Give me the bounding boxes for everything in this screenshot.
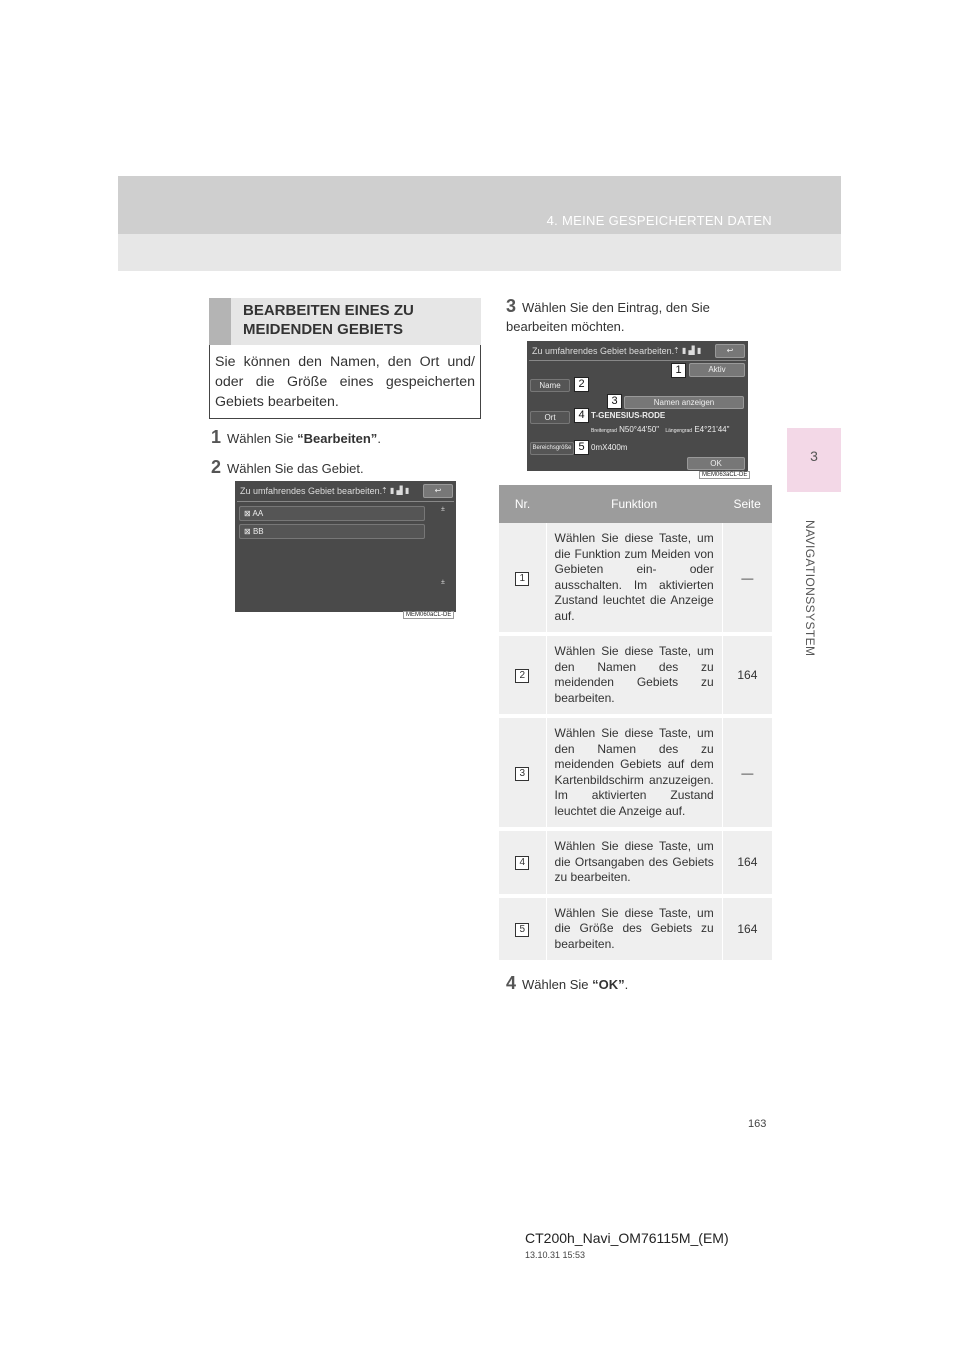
step-1 — [211, 427, 381, 448]
laengengrad-value: E4°21'44" — [694, 425, 730, 434]
step-2 — [211, 457, 364, 478]
row-page: 164 — [722, 634, 772, 716]
area-size: 0mX400m — [591, 443, 628, 452]
image-code: MEM063aCL-DE — [699, 471, 750, 479]
ort-button[interactable]: Ort — [530, 411, 570, 424]
step-text: Wählen Sie — [227, 431, 298, 446]
marker-1: 1 — [671, 363, 686, 378]
col-header-nr: Nr. — [499, 485, 546, 523]
screen-title: Zu umfahrendes Gebiet bearbeiten. — [240, 486, 383, 496]
marker-5: 5 — [574, 440, 589, 455]
scroll-up-icon[interactable]: ± — [441, 506, 445, 513]
place-name: T-GENESIUS-RODE — [591, 411, 666, 420]
screen-title: Zu umfahrendes Gebiet bearbeiten. — [532, 346, 675, 356]
step-number: 1 — [211, 427, 222, 447]
function-table — [499, 485, 772, 964]
chapter-title: 4. MEINE GESPEICHERTEN DATEN — [546, 213, 772, 228]
screen-edit-area-list — [235, 481, 456, 618]
step-text: Wählen Sie — [522, 977, 593, 992]
section-accent-bar — [209, 298, 231, 345]
row-number-box: 4 — [515, 856, 529, 870]
row-number — [499, 896, 546, 963]
namen-anzeigen-button[interactable]: Namen anzeigen — [624, 396, 744, 409]
col-header-funktion: Funktion — [546, 485, 722, 523]
bereichsgroesse-button[interactable]: Bereichsgröße — [530, 442, 574, 455]
row-function: Wählen Sie diese Taste, um die Funktion zum Meiden von Gebieten ein- oder ausschalten. Im aktivierten Zustand leuchtet die Anzeige auf. — [546, 523, 722, 634]
list-item-label: BB — [252, 527, 264, 536]
row-number — [499, 829, 546, 896]
step-text: Wählen Sie den Eintrag, den Sie bearbeiten möchten. — [506, 300, 710, 334]
section-intro: Sie können den Namen, den Ort und/ oder die Größe eines gespeicherten Gebiets bearbeiten. — [215, 354, 475, 410]
image-code: MEM060aCL-DE — [403, 611, 454, 619]
row-number-box: 2 — [515, 669, 529, 683]
step-number: 3 — [506, 296, 517, 316]
section-title: BEARBEITEN EINES ZU MEIDENDEN GEBIETS — [243, 302, 414, 338]
row-number — [499, 634, 546, 716]
marker-4: 4 — [574, 408, 589, 423]
table-row — [499, 634, 772, 716]
step-number: 2 — [211, 457, 222, 477]
row-function: Wählen Sie diese Taste, um die Ortsangaben des Gebiets zu bearbeiten. — [546, 829, 722, 896]
step-punct: . — [624, 977, 629, 992]
step-keyword: “Bearbeiten” — [297, 431, 378, 446]
divider — [237, 501, 454, 502]
col-header-seite: Seite — [722, 485, 772, 523]
ok-button[interactable]: OK — [687, 457, 745, 470]
row-page: 164 — [722, 829, 772, 896]
document-code: CT200h_Navi_OM76115M_(EM) — [525, 1230, 729, 1246]
table-row — [499, 896, 772, 963]
chapter-label — [801, 520, 819, 657]
back-button[interactable]: ↩ — [423, 484, 453, 498]
chapter-number: 3 — [810, 448, 818, 464]
marker-2: 2 — [574, 377, 589, 392]
divider — [529, 360, 746, 361]
list-item-label: AA — [252, 509, 264, 518]
print-timestamp: 13.10.31 15:53 — [525, 1250, 586, 1260]
row-number-box: 1 — [515, 572, 529, 586]
row-page: 164 — [722, 896, 772, 963]
chapter-label-text: NAVIGATIONSSYSTEM — [803, 520, 817, 657]
laengengrad-label: Längengrad — [665, 428, 693, 434]
page-number: 163 — [748, 1118, 767, 1130]
status-icons: ⇡ ▮ ▟ ▮ — [673, 346, 702, 355]
step-4 — [506, 973, 628, 994]
row-function: Wählen Sie diese Taste, um den Namen des zu meidenden Gebiets zu bearbeiten. — [546, 634, 722, 716]
table-row — [499, 523, 772, 634]
aktiv-button[interactable]: Aktiv — [689, 363, 745, 377]
screen-edit-area — [527, 341, 748, 471]
row-number-box: 5 — [515, 923, 529, 937]
coordinates — [591, 425, 729, 434]
scroll-down-icon[interactable]: ± — [441, 579, 445, 586]
table-row — [499, 716, 772, 829]
breitengrad-label: Breitengrad — [591, 428, 617, 434]
step-keyword: “OK” — [592, 977, 625, 992]
marker-3: 3 — [607, 394, 622, 409]
step-3 — [506, 297, 774, 336]
breitengrad-value: N50°44'50" — [619, 425, 660, 434]
row-function: Wählen Sie diese Taste, um die Größe des Gebiets zu bearbeiten. — [546, 896, 722, 963]
name-button[interactable]: Name — [530, 379, 570, 392]
step-punct: . — [377, 431, 381, 446]
row-number — [499, 716, 546, 829]
row-function: Wählen Sie diese Taste, um den Namen des zu meidenden Gebiets auf dem Kartenbildschirm anzuzeigen. Im aktivierten Zustand leuchtet die Anzeige auf. — [546, 716, 722, 829]
row-page: — — [722, 716, 772, 829]
list-item[interactable]: ⊠ BB — [239, 524, 425, 539]
step-number: 4 — [506, 973, 517, 993]
table-header-row — [499, 485, 772, 523]
status-icons: ⇡ ▮ ▟ ▮ — [381, 486, 410, 495]
list-item[interactable]: ⊠ AA — [239, 506, 425, 521]
row-number-box: 3 — [515, 767, 529, 781]
table-row — [499, 829, 772, 896]
row-number — [499, 523, 546, 634]
step-text: Wählen Sie das Gebiet. — [227, 461, 364, 476]
back-button[interactable]: ↩ — [715, 344, 745, 358]
row-page: — — [722, 523, 772, 634]
